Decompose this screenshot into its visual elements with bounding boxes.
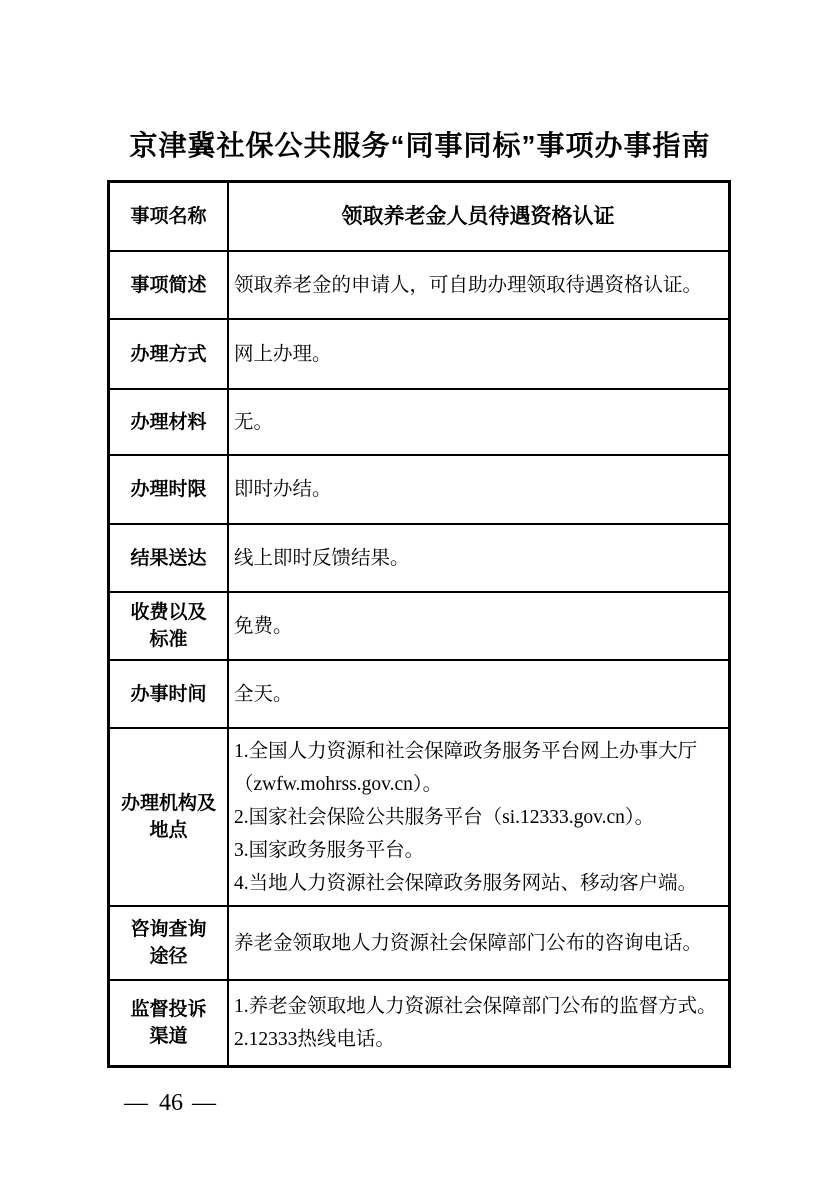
page-title: 京津冀社保公共服务“同事同标”事项办事指南	[129, 130, 711, 161]
row-content	[229, 456, 728, 523]
table-row	[110, 591, 728, 659]
row-content	[229, 525, 728, 591]
table-row	[110, 659, 728, 727]
row-label	[110, 593, 229, 659]
row-label-line: 办理时限	[130, 479, 207, 500]
row-label-line: 途径	[149, 946, 188, 967]
row-label	[110, 907, 229, 979]
row-label	[110, 320, 229, 388]
row-label-line: 办理机构及	[120, 793, 216, 814]
row-content-line: 无。	[234, 411, 274, 433]
row-label-line: 地点	[149, 820, 188, 841]
row-label	[110, 183, 229, 250]
row-label	[110, 981, 229, 1065]
row-label-line: 咨询查询	[130, 919, 207, 940]
row-content	[229, 729, 728, 905]
table-row	[110, 388, 728, 454]
table-row	[110, 250, 728, 318]
row-content	[229, 907, 728, 979]
row-content-line: 3.国家政务服务平台。	[234, 839, 425, 861]
row-content-line: 网上办理。	[234, 343, 332, 365]
row-label	[110, 252, 229, 318]
table-row	[110, 905, 728, 979]
row-label	[110, 525, 229, 591]
page-number-dash-left: —	[124, 1090, 150, 1116]
row-label-line: 办事时间	[130, 683, 207, 705]
row-label-line: 标准	[149, 629, 188, 650]
row-label-line: 办理方式	[130, 343, 207, 365]
row-content-line: 1.全国人力资源和社会保障政务服务平台网上办事大厅（zwfw.mohrss.gov.cn）。	[234, 740, 698, 795]
row-label	[110, 661, 229, 727]
page-number-dash-right: —	[192, 1090, 218, 1116]
page-number-value: 46	[159, 1090, 183, 1116]
table-row	[110, 979, 728, 1065]
row-content-line: 领取养老金的申请人，可自助办理领取待遇资格认证。	[234, 274, 703, 296]
row-content	[229, 390, 728, 454]
table-row	[110, 523, 728, 591]
row-label	[110, 729, 229, 905]
row-content	[229, 183, 728, 250]
row-content	[229, 252, 728, 318]
row-content-line: 线上即时反馈结果。	[234, 547, 410, 569]
row-content-line: 2.12333热线电话。	[234, 1029, 395, 1050]
row-content	[229, 320, 728, 388]
row-label	[110, 456, 229, 523]
table-row	[110, 727, 728, 905]
row-content-line: 1.养老金领取地人力资源社会保障部门公布的监督方式。	[234, 996, 717, 1017]
page-number	[124, 1090, 218, 1117]
row-label-line: 事项名称	[130, 206, 207, 227]
row-content-line: 4.当地人力资源社会保障政务服务网站、移动客户端。	[234, 872, 698, 894]
row-content	[229, 981, 728, 1065]
row-content-line: 2.国家社会保险公共服务平台（si.12333.gov.cn）。	[234, 806, 655, 828]
row-label-line: 渠道	[149, 1026, 188, 1047]
row-label-line: 办理材料	[130, 411, 207, 433]
row-label-line: 监督投诉	[130, 999, 207, 1020]
row-content	[229, 661, 728, 727]
table-row	[110, 183, 728, 250]
table-row	[110, 454, 728, 523]
row-content	[229, 593, 728, 659]
row-content-line: 养老金领取地人力资源社会保障部门公布的咨询电话。	[234, 932, 703, 954]
row-label-line: 事项简述	[130, 274, 207, 296]
row-label-line: 结果送达	[130, 547, 207, 569]
table-row	[110, 318, 728, 388]
row-content-line: 即时办结。	[234, 479, 332, 500]
row-label-line: 收费以及	[130, 602, 207, 623]
row-label	[110, 390, 229, 454]
row-content-line: 全天。	[234, 683, 293, 705]
row-content-line: 领取养老金人员待遇资格认证	[341, 205, 615, 228]
guide-table	[107, 180, 731, 1068]
row-content-line: 免费。	[234, 615, 293, 637]
